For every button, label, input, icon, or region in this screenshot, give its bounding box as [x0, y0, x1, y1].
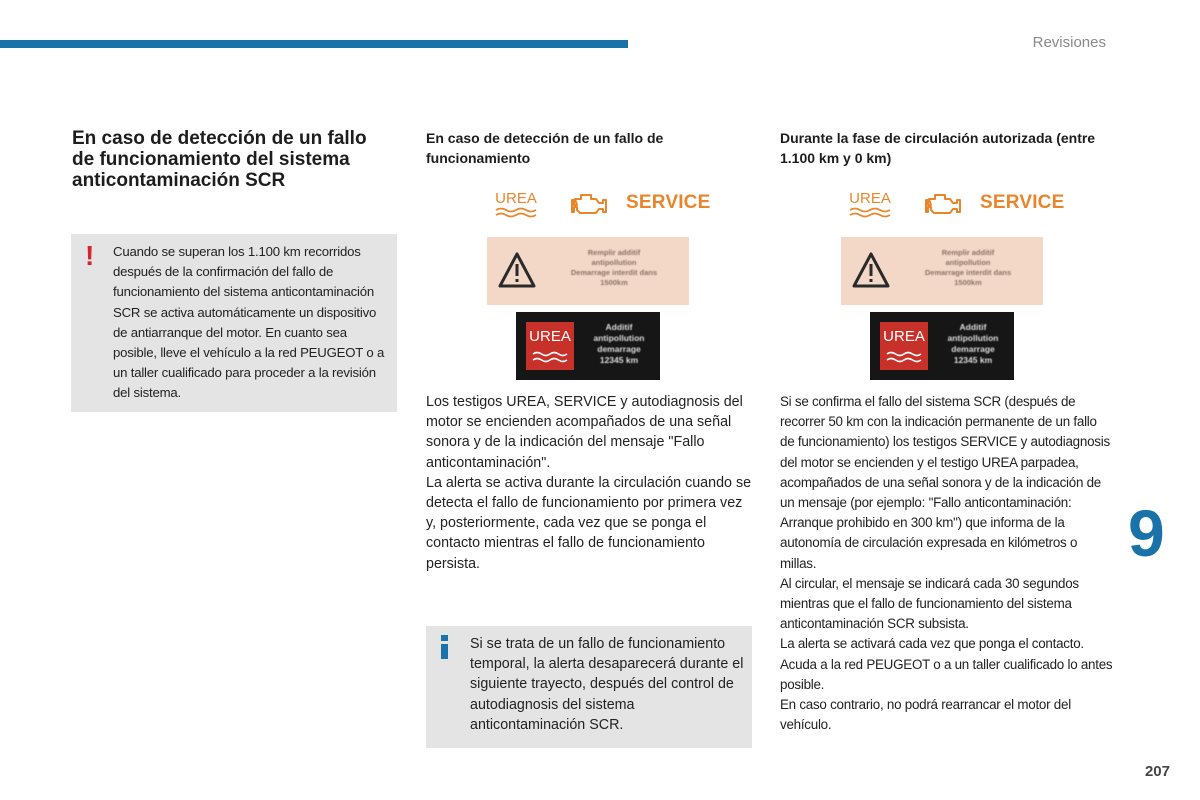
page-number: 207	[1144, 763, 1170, 780]
urea-indicator	[846, 190, 894, 207]
warning-triangle-icon	[851, 251, 891, 289]
service-indicator: SERVICE	[626, 192, 711, 213]
section-title: Revisiones	[1032, 34, 1106, 51]
service-indicator: SERVICE	[980, 192, 1065, 213]
paragraph: En caso contrario, no podrá rearrancar el motor del vehículo.	[780, 697, 1071, 733]
paragraph: La alerta se activa durante la circulación cuando se detecta el fallo de funcionamiento por primera vez y, posteriormente, cada vez que se ponga el contacto mientras el fallo de funcionamiento persista.	[426, 474, 752, 572]
warning-triangle-icon	[497, 251, 537, 289]
urea-badge	[526, 322, 574, 370]
paragraph: Al circular, el mensaje se indicará cada 30 segundos mientras que el fallo de funcionamiento del sistema anticontaminación SCR subsista.	[780, 575, 1079, 632]
paragraph: Los testigos UREA, SERVICE y autodiagnosis del motor se encienden acompañados de una señal sonora y de la indicación del mensaje "Fallo anticontaminación".	[426, 394, 743, 471]
urea-indicator-label: UREA	[495, 190, 537, 207]
info-note-text: Si se trata de un fallo de funcionamiento temporal, la alerta desaparecerá durante el siguiente trayecto, después del control de autodiagnosis del sistema anticontaminación SCR.	[470, 636, 744, 733]
paragraph: Acuda a la red PEUGEOT o a un taller cualificado lo antes posible.	[780, 656, 1113, 692]
column-heading-fault-detection: En caso de detección de un fallo de funcionamiento	[426, 130, 664, 166]
warning-note-text: Cuando se superan los 1.100 km recorridos después de la confirmación del fallo de funcionamiento del sistema anticontaminación SCR se activa automáticamente un dispositivo de antiarranque del motor. En cuanto sea posible, lleve el vehículo a la red PEUGEOT o a un taller cualificado para proceder a la revisión del sistema.	[113, 244, 385, 401]
display-message-text: Remplir additif antipollution Demarrage interdit dans 1500km	[570, 248, 658, 287]
urea-badge-label: UREA	[529, 328, 571, 345]
paragraph: La alerta se activará cada vez que ponga el contacto.	[780, 636, 1084, 652]
instrument-display-text: Additif antipollution demarrage 12345 km	[947, 322, 999, 365]
urea-badge-label: UREA	[883, 328, 925, 345]
column3-body	[780, 392, 1114, 735]
engine-check-icon	[568, 190, 608, 218]
column2-body	[426, 392, 752, 574]
urea-badge	[880, 322, 928, 370]
warning-note	[71, 234, 397, 412]
display-message-text: Remplir additif antipollution Demarrage interdit dans 1500km	[924, 248, 1012, 287]
engine-check-icon	[922, 190, 962, 218]
info-icon	[438, 634, 452, 660]
fluid-level-icon	[886, 350, 922, 364]
column-heading-authorized-driving: Durante la fase de circulación autorizada (entre 1.100 km y 0 km)	[780, 130, 1096, 166]
urea-indicator	[492, 190, 540, 207]
fluid-level-icon	[532, 350, 568, 364]
fluid-level-icon	[494, 206, 538, 218]
header-accent-bar	[0, 40, 628, 48]
info-note	[426, 626, 752, 748]
fluid-level-icon	[848, 206, 892, 218]
warning-lights-row	[846, 188, 1106, 218]
display-message-panel	[841, 237, 1043, 305]
chapter-number: 9	[1128, 496, 1165, 570]
page-title: En caso de detección de un fallo de funcionamiento del sistema anticontaminación SCR	[72, 128, 367, 191]
display-message-panel	[487, 237, 689, 305]
exclamation-icon: !	[85, 240, 95, 271]
instrument-display-panel	[516, 312, 660, 380]
paragraph: Si se confirma el fallo del sistema SCR (después de recorrer 50 km con la indicación permanente de un fallo de funcionamiento) los testigos SERVICE y autodiagnosis del motor se encienden y el testigo UREA parpadea, acompañados de una señal sonora y de la indicación de un mensaje (por ejemplo: "Fallo anticontaminación: Arranque prohibido en 300 km") que informa de la autonomía de circulación expresada en kilómetros o millas.	[780, 394, 1110, 571]
urea-indicator-label: UREA	[849, 190, 891, 207]
instrument-display-text: Additif antipollution demarrage 12345 km	[593, 322, 645, 365]
instrument-display-panel	[870, 312, 1014, 380]
warning-lights-row	[492, 188, 752, 218]
